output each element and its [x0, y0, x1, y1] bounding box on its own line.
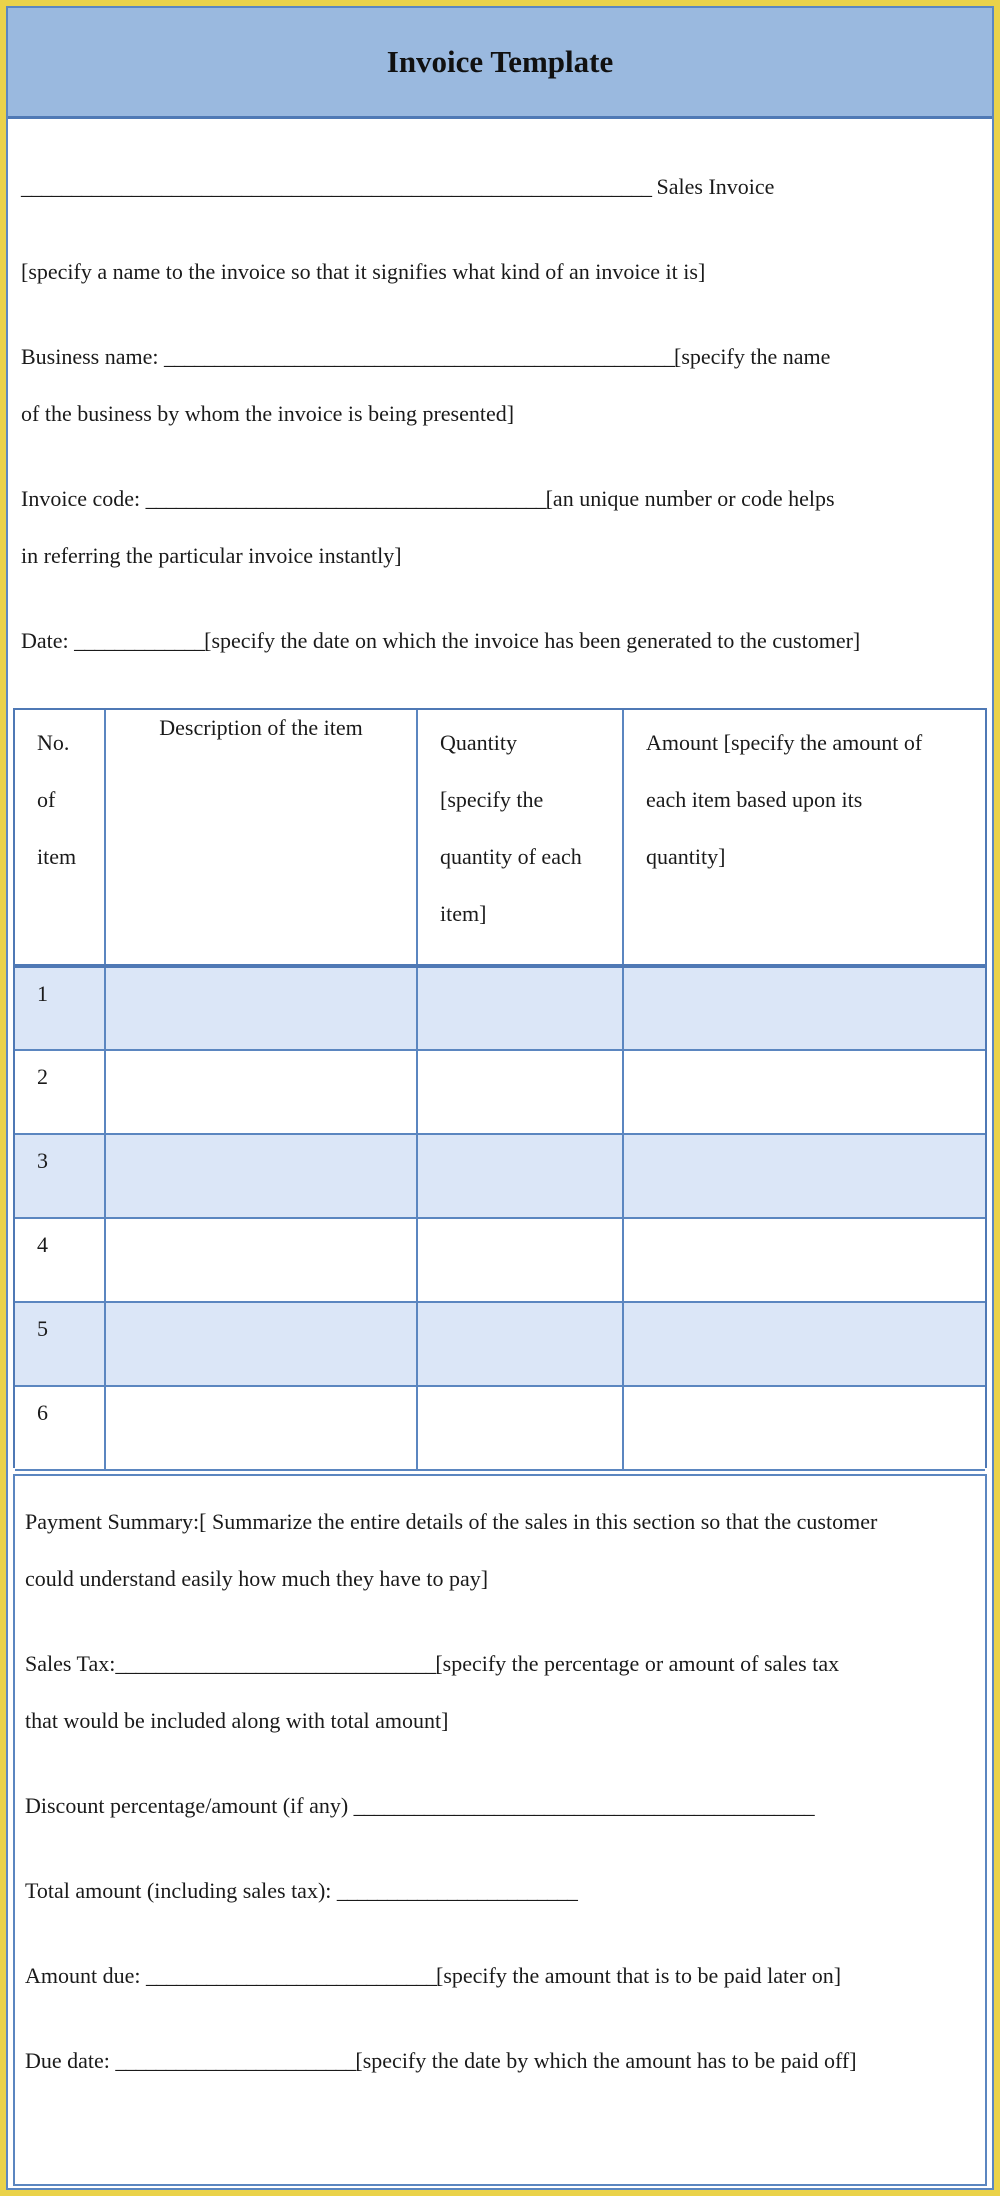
row-amount-cell[interactable] [623, 1386, 985, 1470]
row-amount-cell[interactable] [623, 966, 985, 1050]
row-number-cell [15, 1386, 105, 1470]
document-frame [6, 6, 994, 2190]
sales-tax-line [25, 1650, 977, 1678]
header-quantity [417, 710, 623, 966]
business-name-blank[interactable]: ___________________________________________________ [164, 344, 674, 369]
row-number-cell [15, 1134, 105, 1218]
row-number: 5 [37, 1316, 48, 1341]
row-amount-cell[interactable] [623, 1134, 985, 1218]
row-number-cell [15, 1302, 105, 1386]
business-name-hint: [specify the name [674, 344, 831, 369]
date-line [21, 627, 982, 655]
total-amount-line [25, 1877, 977, 1905]
row-quantity-cell[interactable] [417, 966, 623, 1050]
due-date-label: Due date: [25, 2048, 116, 2073]
row-quantity-cell[interactable] [417, 1134, 623, 1218]
header-quantity-line: Quantity [440, 730, 517, 755]
invoice-code-hint: [an unique number or code helps [545, 486, 835, 511]
amount-due-hint: [specify the amount that is to be paid later on] [436, 1963, 842, 1988]
amount-due-label: Amount due: [25, 1963, 146, 1988]
header-number-line: item [37, 844, 77, 869]
discount-label: Discount percentage/amount (if any) [25, 1793, 354, 1818]
row-description-cell[interactable] [105, 1386, 417, 1470]
date-blank[interactable]: _____________ [74, 628, 205, 653]
payment-summary-section [13, 1474, 987, 2186]
invoice-name-hint: [specify a name to the invoice so that it signifies what kind of an invoice it is] [21, 259, 706, 284]
header-amount [623, 710, 985, 966]
row-amount-cell[interactable] [623, 1302, 985, 1386]
table-row [15, 1134, 985, 1218]
sales-tax-hint: [specify the percentage or amount of sales tax [435, 1651, 840, 1676]
header-quantity-line: quantity of each [440, 844, 582, 869]
due-date-line [25, 2047, 977, 2075]
row-number-cell [15, 1050, 105, 1134]
row-number: 1 [37, 981, 48, 1006]
header-description-text: Description of the item [159, 715, 363, 740]
invoice-code-line [21, 485, 982, 513]
table-row [15, 1302, 985, 1386]
row-number-cell [15, 966, 105, 1050]
invoice-code-blank[interactable]: ________________________________________ [145, 486, 546, 511]
sales-tax-hint-cont: that would be included along with total amount] [25, 1708, 449, 1733]
row-quantity-cell[interactable] [417, 1302, 623, 1386]
row-number: 2 [37, 1064, 48, 1089]
business-name-line [21, 343, 982, 371]
row-quantity-cell[interactable] [417, 1050, 623, 1134]
page-title: Invoice Template [386, 44, 614, 79]
title-banner [8, 8, 992, 119]
row-quantity-cell[interactable] [417, 1386, 623, 1470]
row-description-cell[interactable] [105, 1050, 417, 1134]
header-number-line: of [37, 787, 56, 812]
row-number: 6 [37, 1400, 48, 1425]
row-description-cell[interactable] [105, 1302, 417, 1386]
items-table-container [13, 708, 987, 1468]
invoice-code-label: Invoice code: [21, 486, 146, 511]
total-amount-blank[interactable]: ________________________ [336, 1878, 577, 1903]
total-amount-label: Total amount (including sales tax): [25, 1878, 337, 1903]
payment-summary-line-cont: could understand easily how much they have to pay] [25, 1566, 489, 1591]
header-number-line: No. [37, 730, 70, 755]
business-name-label: Business name: [21, 344, 164, 369]
table-row [15, 966, 985, 1050]
invoice-details-section [8, 119, 992, 709]
discount-line [25, 1792, 977, 1820]
row-number: 4 [37, 1232, 48, 1257]
sales-invoice-line [21, 173, 982, 201]
date-hint: [specify the date on which the invoice has been generated to the customer] [204, 628, 861, 653]
due-date-hint: [specify the date by which the amount has to be paid off] [355, 2048, 857, 2073]
date-label: Date: [21, 628, 75, 653]
header-amount-line: each item based upon its [646, 787, 863, 812]
header-quantity-line: [specify the [440, 787, 544, 812]
table-row [15, 1218, 985, 1302]
row-description-cell[interactable] [105, 1134, 417, 1218]
invoice-code-hint-cont: in referring the particular invoice instantly] [21, 543, 402, 568]
table-row [15, 1386, 985, 1470]
amount-due-blank[interactable]: _____________________________ [146, 1963, 436, 1988]
row-amount-cell[interactable] [623, 1218, 985, 1302]
header-amount-line: quantity] [646, 844, 726, 869]
payment-summary-line: Payment Summary:[ Summarize the entire details of the sales in this section so that the customer [25, 1509, 878, 1534]
header-amount-line: Amount [specify the amount of [646, 730, 923, 755]
due-date-blank[interactable]: ________________________ [115, 2048, 356, 2073]
row-number: 3 [37, 1148, 48, 1173]
table-row [15, 1050, 985, 1134]
sales-tax-label: Sales Tax: [25, 1651, 116, 1676]
header-description [105, 710, 417, 966]
sales-invoice-blank[interactable]: _______________________________________________________________ [21, 174, 651, 199]
amount-due-line [25, 1962, 977, 1990]
sales-invoice-label: Sales Invoice [651, 174, 775, 199]
sales-tax-blank[interactable]: ________________________________ [115, 1651, 436, 1676]
business-name-hint-cont: of the business by whom the invoice is being presented] [21, 401, 515, 426]
row-number-cell [15, 1218, 105, 1302]
row-amount-cell[interactable] [623, 1050, 985, 1134]
row-description-cell[interactable] [105, 966, 417, 1050]
table-header-row [15, 710, 985, 966]
discount-blank[interactable]: ______________________________________________ [353, 1793, 814, 1818]
row-description-cell[interactable] [105, 1218, 417, 1302]
items-table [15, 710, 985, 1471]
header-quantity-line: item] [440, 901, 487, 926]
row-quantity-cell[interactable] [417, 1218, 623, 1302]
header-number [15, 710, 105, 966]
